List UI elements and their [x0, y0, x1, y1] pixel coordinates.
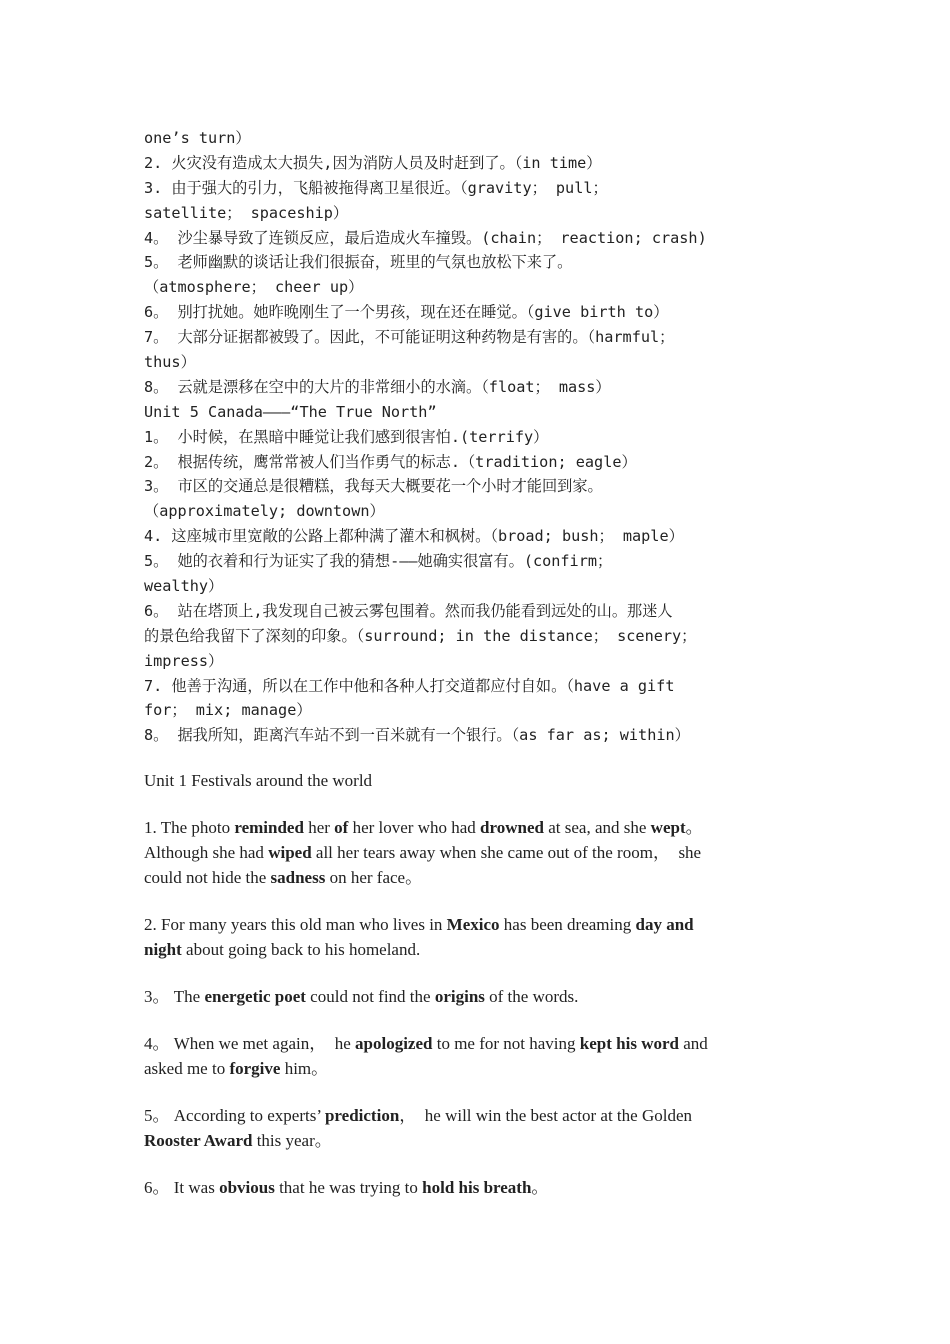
text-line: 2. 火灾没有造成太大损失,因为消防人员及时赶到了。（in time） — [144, 153, 602, 172]
keyword-bold: apologized — [355, 1034, 433, 1053]
sentence-text: him。 — [280, 1059, 329, 1078]
text-line: 5。 她的衣着和行为证实了我的猜想-——她确实很富有。(confirm； — [144, 552, 613, 571]
sentence-text: her — [303, 818, 335, 837]
sentence-text: 4。 When we met again， he — [144, 1034, 356, 1053]
text-line: thus） — [144, 353, 196, 372]
text-line: 3。 市区的交通总是很糟糕，我每天大概要花一个小时才能回到家。 — [144, 477, 603, 496]
keyword-bold: Mexico — [446, 915, 500, 934]
text-line: 的景色给我留下了深刻的印象。（surround; in the distance； scenery； — [144, 626, 697, 645]
sentence-text: 6。 It was — [144, 1178, 220, 1197]
text-line: 6。 别打扰她。她昨晚刚生了一个男孩，现在还在睡觉。（give birth to） — [144, 303, 669, 322]
text-line: wealthy） — [144, 577, 224, 596]
text-line: impress） — [144, 651, 224, 670]
text-line: 4。 沙尘暴导致了连锁反应，最后造成火车撞毁。(chain； reaction; crash) — [144, 228, 707, 247]
text-line: 7。 大部分证据都被毁了。因此，不可能证明这种药物是有害的。（harmful； — [144, 328, 675, 347]
sentence-text: asked me to — [144, 1059, 230, 1078]
keyword-bold: kept his word — [579, 1034, 679, 1053]
keyword-bold: Rooster Award — [144, 1131, 253, 1150]
sentence-text: has been dreaming — [499, 915, 636, 934]
keyword-bold: energetic poet — [204, 987, 306, 1006]
text-line: 8。 据我所知，距离汽车站不到一百米就有一个银行。（as far as; within） — [144, 726, 690, 745]
english-exercises-section — [144, 768, 824, 1222]
text-line: 5。 老师幽默的谈话让我们很振奋，班里的气氛也放松下来了。 — [144, 253, 573, 272]
sentence-text: to me for not having — [432, 1034, 580, 1053]
exercise-sentence — [144, 984, 824, 1009]
text-line: one’s turn） — [144, 129, 251, 147]
chinese-exercises-section — [144, 126, 824, 748]
sentence-text: 5。 According to experts’ — [144, 1106, 325, 1125]
exercise-sentence — [144, 912, 824, 962]
keyword-bold: night — [144, 940, 182, 959]
text-line: 8。 云就是漂移在空中的大片的非常细小的水滴。（float； mass） — [144, 377, 611, 396]
text-line: for； mix; manage） — [144, 701, 312, 720]
keyword-bold: sadness — [270, 868, 326, 887]
sentence-text: her lover who had — [348, 818, 481, 837]
sentence-line — [144, 1175, 824, 1200]
text-line: 4. 这座城市里宽敞的公路上都种满了灌木和枫树。（broad; bush； maple） — [144, 527, 684, 546]
sentence-line — [144, 912, 824, 937]
sentence-text: ， he will win the best actor at the Golden — [399, 1106, 692, 1125]
exercise-sentence — [144, 815, 824, 890]
text-line: 3. 由于强大的引力，飞船被拖得离卫星很近。（gravity； pull； — [144, 178, 608, 197]
text-line: （atmosphere； cheer up） — [144, 278, 364, 297]
text-line: Unit 5 Canada———“The True North” — [144, 402, 437, 421]
sentence-text: of the words. — [484, 987, 579, 1006]
sentence-text: on her face。 — [325, 868, 423, 887]
sentence-line — [144, 1103, 824, 1128]
keyword-bold: forgive — [229, 1059, 281, 1078]
keyword-bold: reminded — [234, 818, 304, 837]
section-heading-text: Unit 1 Festivals around the world — [144, 771, 373, 790]
section-heading — [144, 768, 824, 793]
keyword-bold: drowned — [480, 818, 544, 837]
text-line: 2。 根据传统，鹰常常被人们当作勇气的标志.（tradition; eagle） — [144, 452, 637, 471]
sentence-text: could not hide the — [144, 868, 271, 887]
keyword-bold: day and — [635, 915, 694, 934]
sentence-text: about going back to his homeland. — [181, 940, 421, 959]
sentence-text: 2. For many years this old man who lives in — [144, 915, 447, 934]
exercise-sentence — [144, 1175, 824, 1200]
sentence-text: that he was trying to — [274, 1178, 423, 1197]
sentence-text: 1. The photo — [144, 818, 235, 837]
sentence-line — [144, 937, 824, 962]
text-line: satellite； spaceship） — [144, 203, 349, 222]
exercise-sentence — [144, 1103, 824, 1153]
text-line: 7. 他善于沟通，所以在工作中他和各种人打交道都应付自如。（have a gift — [144, 676, 675, 695]
sentence-line — [144, 840, 824, 865]
sentence-text: and — [678, 1034, 708, 1053]
sentence-text: Although she had — [144, 843, 269, 862]
sentence-text: all her tears away when she came out of the room， she — [311, 843, 702, 862]
keyword-bold: of — [334, 818, 349, 837]
exercise-sentence — [144, 1031, 824, 1081]
keyword-bold: wept — [650, 818, 686, 837]
sentence-text: could not find the — [305, 987, 435, 1006]
sentence-text: 。 — [531, 1178, 549, 1197]
sentence-text: at sea, and she — [543, 818, 651, 837]
text-line: 1。 小时候，在黑暗中睡觉让我们感到很害怕.(terrify） — [144, 427, 549, 446]
keyword-bold: obvious — [219, 1178, 275, 1197]
text-line: 6。 站在塔顶上,我发现自己被云雾包围着。然而我仍能看到远处的山。那迷人 — [144, 601, 673, 620]
sentence-line — [144, 865, 824, 890]
sentence-text: this year。 — [252, 1131, 332, 1150]
sentence-line — [144, 815, 824, 840]
keyword-bold: origins — [434, 987, 485, 1006]
keyword-bold: wiped — [268, 843, 312, 862]
text-line: （approximately; downtown） — [144, 502, 385, 521]
sentence-line — [144, 1031, 824, 1056]
keyword-bold: prediction — [324, 1106, 400, 1125]
sentence-text: 3。 The — [144, 987, 205, 1006]
sentence-line — [144, 1056, 824, 1081]
keyword-bold: hold his breath — [422, 1178, 532, 1197]
sentence-text: 。 — [685, 818, 703, 837]
sentence-line — [144, 1128, 824, 1153]
sentence-line — [144, 984, 824, 1009]
